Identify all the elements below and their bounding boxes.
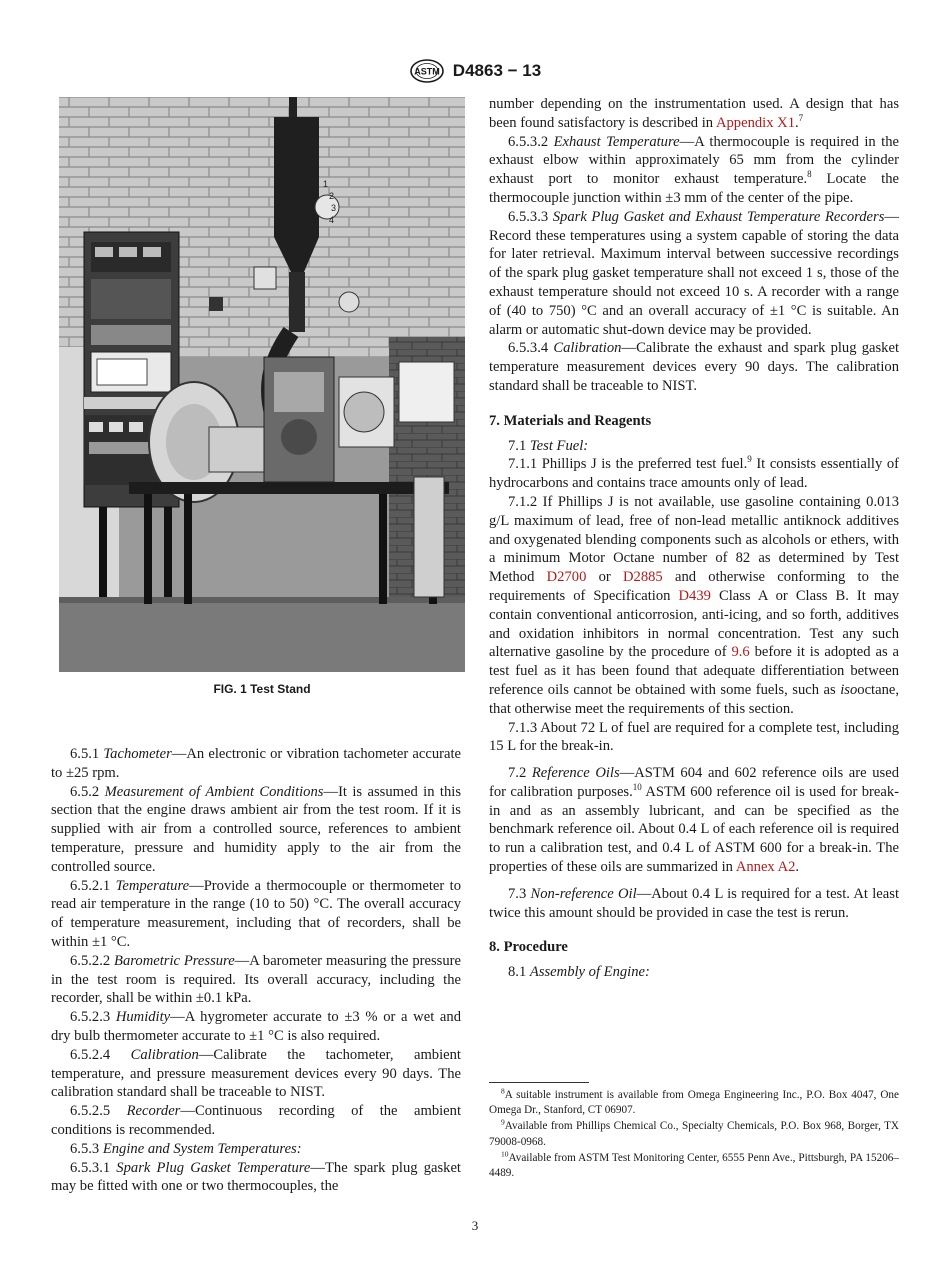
paragraph-6-5-2 xyxy=(51,783,461,877)
section-text: —The spark plug gasket may be fitted with one or two thermocouples, the xyxy=(51,1159,461,1195)
section-text: If Phillips J is not available, use gasoline containing 0.013 g/L maximum of lead, free of non-lead metallic antiknock additives and oxygenated blending components such as alcohols or ethers, with a minimum Motor Octane number of 82 as determined by Test Method xyxy=(489,493,899,586)
document-designation: D4863 − 13 xyxy=(452,61,542,80)
link-annex-a2[interactable]: Annex A2 xyxy=(735,859,796,876)
paragraph-6-5-2-5 xyxy=(51,1102,461,1140)
heading-section-7: 7. Materials and Reagents xyxy=(489,412,652,429)
footnote-10 xyxy=(489,1151,899,1181)
link-section-9-6[interactable]: 9.6 xyxy=(731,644,750,661)
paragraph-6-5-3-4 xyxy=(489,339,899,395)
section-title: Tachometer xyxy=(103,746,172,762)
paragraph-6-5-3-2 xyxy=(489,133,899,208)
section-text: —It is assumed in this section that the engine draws ambient air from the test room. If it is supplied with air from a controlled source, references to ambient temperature, pressure and humidity apply to the air from the controlled source. xyxy=(51,783,461,875)
section-title: Exhaust Temperature xyxy=(553,133,680,150)
paragraph-6-5-3 xyxy=(51,1140,461,1159)
footnote-text: Available from Phillips Chemical Co., Specialty Chemicals, P.O. Box 968, Borger, TX 79008-0968. xyxy=(489,1120,899,1148)
paragraph-7-1-3 xyxy=(489,719,899,757)
section-number: 6.5.3.1 xyxy=(70,1159,111,1176)
section-title: Measurement of Ambient Conditions xyxy=(104,783,324,800)
paragraph-6-5-3-1 xyxy=(51,1159,461,1197)
section-title: Reference Oils xyxy=(531,765,620,782)
section-title: Non-reference Oil xyxy=(530,885,637,902)
section-text: . xyxy=(795,114,799,131)
paragraph-7-1 xyxy=(489,437,899,456)
section-number: 7.1.3 xyxy=(508,719,538,736)
section-text: —Continuous recording of the ambient conditions is recommended. xyxy=(51,1103,462,1138)
link-d439[interactable]: D439 xyxy=(678,587,711,604)
section-number: 7.1 xyxy=(508,437,527,454)
paragraph-6-5-1 xyxy=(51,745,461,783)
left-column xyxy=(51,745,461,1196)
section-title: Calibration xyxy=(553,340,622,357)
section-text: octane, that otherwise meet the requirements of this section. xyxy=(489,681,899,717)
footnote-mark: 10 xyxy=(501,1149,509,1159)
paragraph-7-1-1 xyxy=(489,455,899,493)
dial-label-2: 2 xyxy=(329,191,335,201)
paragraph-7-3 xyxy=(489,885,899,923)
page-number: 3 xyxy=(471,1218,479,1233)
section-number: 6.5.3.3 xyxy=(508,208,549,225)
section-text: —An electronic or vibration tachometer accurate to ±25 rpm. xyxy=(51,746,461,781)
section-title: Humidity xyxy=(115,1009,171,1026)
section-text: —A hygrometer accurate to ±3 % or a wet and dry bulb thermometer accurate to ±1 °C is also required. xyxy=(51,1009,462,1044)
footnote-text: A suitable instrument is available from Omega Engineering Inc., P.O. Box 4047, One Omega Dr., Stanford, CT 06907. xyxy=(489,1089,899,1117)
section-title: Spark Plug Gasket Temperature xyxy=(116,1159,311,1176)
footnote-ref: 7 xyxy=(798,112,804,123)
footnote-mark: 8 xyxy=(501,1086,505,1096)
section-text: before it is adopted as a test fuel as it has been found that adequate differentiation between reference oils cannot be obtained with some fuels, such as xyxy=(489,644,899,698)
right-column xyxy=(489,95,899,982)
section-text: —Calibrate the exhaust and spark plug gasket temperature measurement devices every 90 days. The calibration standard shall be traceable to NIST. xyxy=(489,340,899,394)
test-stand-photo xyxy=(59,97,465,672)
section-number: 6.5.2.2 xyxy=(70,952,111,969)
section-text: —Calibrate the tachometer, ambient temperature, and pressure measurement devices every 90 days. The calibration standard shall be traceable to NIST. xyxy=(51,1046,461,1101)
section-text: —ASTM 604 and 602 reference oils are used for calibration purposes. xyxy=(489,765,899,800)
footnote-8 xyxy=(489,1088,899,1118)
section-text: Locate the thermocouple junction within ±3 mm of the center of the pipe. xyxy=(489,171,899,206)
dial-label-4: 4 xyxy=(329,215,335,225)
section-title: Spark Plug Gasket and Exhaust Temperature Recorders xyxy=(552,208,885,225)
section-number: 6.5.2 xyxy=(70,783,100,800)
section-title: Engine and System Temperatures: xyxy=(102,1140,302,1157)
section-number: 6.5.2.5 xyxy=(70,1103,111,1120)
section-number: 6.5.2.1 xyxy=(70,877,111,894)
paragraph-6-5-2-4 xyxy=(51,1046,461,1102)
link-appendix-x1[interactable]: Appendix X1 xyxy=(715,114,795,131)
footnote-9 xyxy=(489,1119,899,1149)
section-title: Test Fuel: xyxy=(529,437,589,454)
section-text: . xyxy=(795,859,800,876)
section-text: —Provide a thermocouple or thermometer to read air temperature in the range (10 to 50) °C. The overall accuracy of temperature measurement, including that of recorders, shall be within ±1 °C. xyxy=(51,877,462,950)
footnote-ref: 8 xyxy=(807,169,812,180)
section-text: or xyxy=(586,569,623,586)
dial-label-1: 1 xyxy=(323,179,329,189)
section-text: —A thermocouple is required in the exhaust elbow within approximately 65 mm from the cylinder exhaust port to monitor exhaust temperature. xyxy=(489,133,900,188)
section-text: —About 0.4 L is required for a test. At least twice this amount should be provided in case the test is rerun. xyxy=(489,885,899,921)
logo-text: ASTM xyxy=(414,66,440,77)
footnote-ref: 9 xyxy=(747,454,752,465)
section-number: 6.5.2.3 xyxy=(70,1009,111,1026)
footnote-mark: 9 xyxy=(501,1117,505,1127)
section-title: Recorder xyxy=(126,1103,181,1120)
paragraph-8-1 xyxy=(489,963,899,982)
section-text: number depending on the instrumentation used. A design that has been found satisfactory is described in xyxy=(489,96,899,131)
paragraph-7-2 xyxy=(489,764,899,877)
section-number: 6.5.3.4 xyxy=(508,340,549,357)
paragraph-6-5-3-3 xyxy=(489,208,899,340)
section-number: 7.1.1 xyxy=(508,456,538,473)
section-text: —Record these temperatures using a system capable of storing the data for later retrieval. Maximum interval between successive recordings of the spark plug gasket temperature shall not exceed 1 s, those of the exhaust temperature should not exceed 10 s. A recorder with a range of (40 to 750) °C and an overall accuracy of ±1 °C is suitable. An alarm or automatic shut-down device may be provided. xyxy=(489,208,899,338)
page-header xyxy=(0,58,950,84)
figure-caption: FIG. 1 Test Stand xyxy=(213,682,311,696)
section-text-italic: iso xyxy=(840,681,858,698)
section-text: ASTM 600 reference oil is used for break-in and as an assembly lubricant, and can be specified as the benchmark reference oil. About 0.4 L of each reference oil is required to run a calibration test, and 0.4 L of ASTM 600 for a break-in. The properties of these oils are summarized in xyxy=(489,783,899,876)
section-title: Temperature xyxy=(115,877,190,894)
section-number: 6.5.2.4 xyxy=(70,1046,111,1063)
section-title: Barometric Pressure xyxy=(114,952,235,969)
section-number: 8.1 xyxy=(508,964,527,981)
footnote-divider xyxy=(489,1082,589,1083)
footnotes xyxy=(489,1088,899,1182)
section-title: Assembly of Engine: xyxy=(529,964,650,981)
link-d2700[interactable]: D2700 xyxy=(546,569,587,586)
dial-label-3: 3 xyxy=(331,203,337,213)
paragraph-7-1-2 xyxy=(489,493,899,719)
section-text: and otherwise conforming to the requirements of Specification xyxy=(489,569,899,604)
section-number: 7.1.2 xyxy=(508,493,538,510)
paragraph-6-5-2-2 xyxy=(51,952,461,1008)
section-number: 6.5.1 xyxy=(70,746,100,762)
section-title: Calibration xyxy=(130,1046,199,1063)
section-number: 6.5.3 xyxy=(70,1140,100,1157)
section-text: —A barometer measuring the pressure in the test room is required. Its overall accuracy, including the recorder, shall be within ±0.1 kPa. xyxy=(51,952,461,1007)
section-number: 6.5.3.2 xyxy=(508,133,549,150)
section-text: Phillips J is the preferred test fuel. xyxy=(541,456,748,473)
paragraph-continuation xyxy=(489,95,899,133)
heading-section-8: 8. Procedure xyxy=(489,939,568,956)
paragraph-6-5-2-3 xyxy=(51,1008,461,1046)
test-stand-illustration xyxy=(59,97,465,672)
paragraph-6-5-2-1 xyxy=(51,877,461,952)
footnote-ref: 10 xyxy=(632,782,642,793)
section-text: Class A or Class B. It may contain conventional anticorrosion, anti-icing, and so forth, additives and oxidation inhibitors in normal concentration. Test any such alternative gasoline by the procedure of xyxy=(489,587,900,661)
astm-logo-icon xyxy=(409,59,445,83)
section-number: 7.2 xyxy=(508,765,527,782)
section-number: 7.3 xyxy=(508,885,527,902)
section-text: About 72 L of fuel are required for a complete test, including 15 L for the break-in. xyxy=(489,719,900,755)
section-text: It consists essentially of hydrocarbons and contains trace amounts only of lead. xyxy=(489,456,899,492)
footnote-text: Available from ASTM Test Monitoring Center, 6555 Penn Ave., Pittsburgh, PA 15206–4489. xyxy=(489,1151,899,1180)
link-d2885[interactable]: D2885 xyxy=(623,569,663,586)
